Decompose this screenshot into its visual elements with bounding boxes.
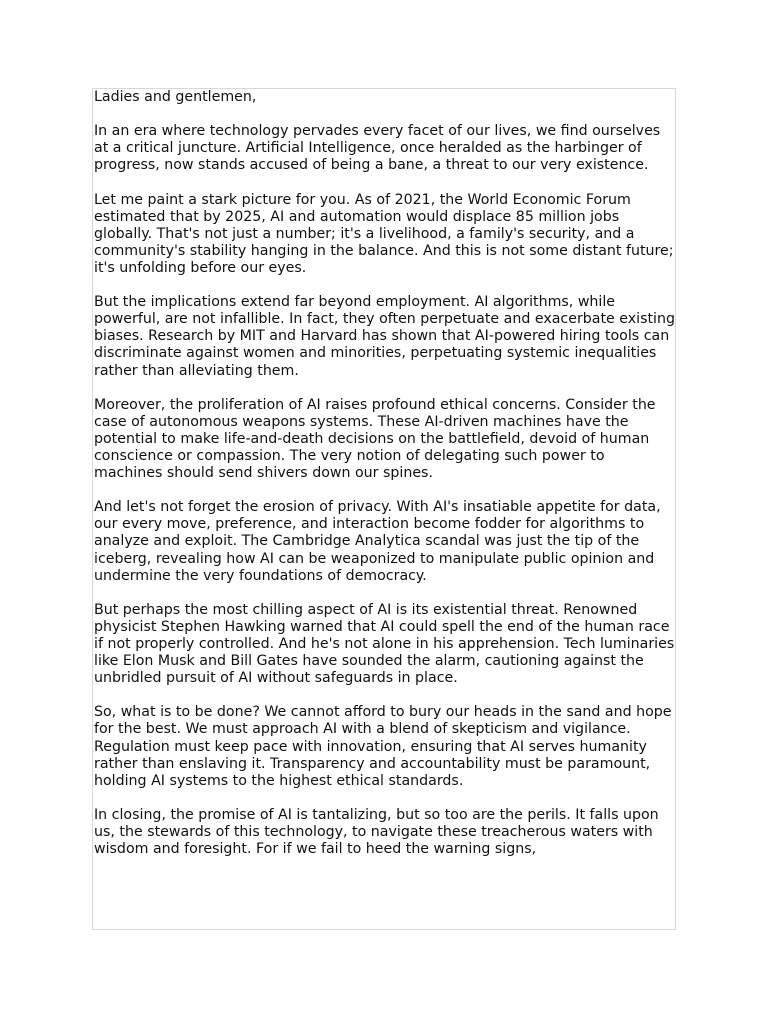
paragraph-salutation: Ladies and gentlemen, [94, 89, 257, 105]
paragraph-intro: In an era where technology pervades every facet of our lives, we find ourselves at a critical juncture. Artificial Intelligence, once heralded as the harbinger of progress, now stands accused of being a bane, a threat to our very existence. [94, 123, 661, 174]
document-page [92, 88, 676, 930]
paragraph-solutions: So, what is to be done? We cannot afford to bury our heads in the sand and hope for the best. We must approach AI with a blend of skepticism and vigilance. Regulation must keep pace with innovation, ensuring that AI serves humanity rather than enslaving it. Transparency and accountability must be paramount, holding AI systems to the highest ethical standards. [94, 704, 672, 789]
paragraph-closing: In closing, the promise of AI is tantalizing, but so too are the perils. It falls upon us, the stewards of this technology, to navigate these treacherous waters with wisdom and foresight. For if we fail to heed the warning signs, [94, 806, 659, 858]
document-body [94, 89, 676, 875]
paragraph-privacy: And let's not forget the erosion of privacy. With AI's insatiable appetite for data, our every move, preference, and interaction become fodder for algorithms to analyze and exploit. The Cambridge Analytica scandal was just the tip of the iceberg, revealing how AI can be weaponized to manipulate public opinion and undermine the very foundations of democracy. [94, 499, 661, 584]
paragraph-jobs: Let me paint a stark picture for you. As of 2021, the World Economic Forum estimated that by 2025, AI and automation would displace 85 million jobs globally. That's not just a number; it's a livelihood, a family's security, and a community's stability hanging in the balance. And this is not some distant future; it's unfolding before our eyes. [94, 191, 674, 276]
paragraph-bias: But the implications extend far beyond employment. AI algorithms, while powerful, are not infallible. In fact, they often perpetuate and exacerbate existing biases. Research by MIT and Harvard has shown that AI-powered hiring tools can discriminate against women and minorities, perpetuating systemic inequalities rather than alleviating them. [94, 294, 676, 379]
paragraph-ethics: Moreover, the proliferation of AI raises profound ethical concerns. Consider the case of autonomous weapons systems. These AI-driven machines have the potential to make life-and-death decisions on the battlefield, devoid of human conscience or compassion. The very notion of delegating such power to machines should send shivers down our spines. [94, 396, 656, 482]
paragraph-existential: But perhaps the most chilling aspect of AI is its existential threat. Renowned physicist Stephen Hawking warned that AI could spell the end of the human race if not properly controlled. And he's not alone in his apprehension. Tech luminaries like Elon Musk and Bill Gates have sounded the alarm, cautioning against the unbridled pursuit of AI without safeguards in place. [94, 601, 675, 687]
